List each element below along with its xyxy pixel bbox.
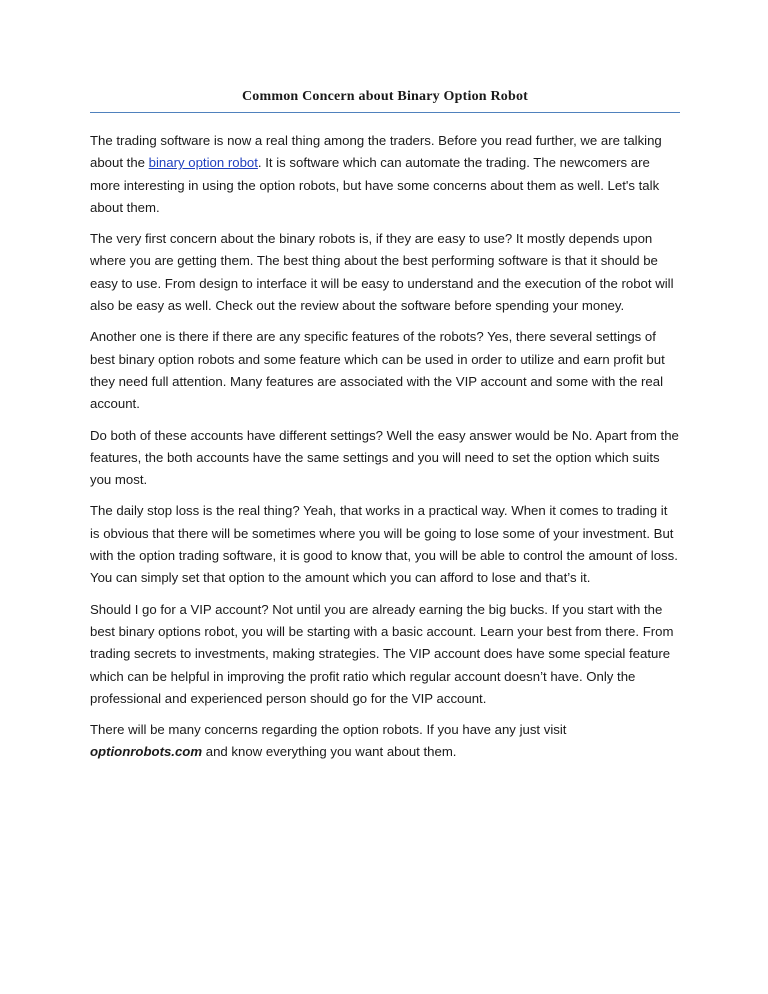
title-underline-rule	[90, 112, 680, 113]
paragraph-7-tail: and know everything you want about them.	[202, 744, 457, 760]
article-body	[90, 130, 680, 773]
binary-option-robot-link[interactable]: binary option robot	[148, 155, 258, 171]
page-title: Common Concern about Binary Option Robot	[241, 89, 529, 104]
paragraph-1	[90, 130, 680, 219]
paragraph-1-lead: The trading software is now a real thing among the traders. Before you read further, we are talking about the	[90, 133, 662, 171]
paragraph-3: Another one is there if there are any specific features of the robots? Yes, there several settings of best binary option robots and some feature which can be used in order to utilize and earn profit but they need full attention. Many features are associated with the VIP account and some with the real account.	[90, 329, 665, 412]
paragraph-6: Should I go for a VIP account? Not until you are already earning the big bucks. If you start with the best binary options robot, you will be starting with a basic account. Learn your best from there. From trading secrets to investments, making strategies. The VIP account does have some special feature which can be helpful in improving the profit ratio which regular account doesn’t have. Only the professional and experienced person should go for the VIP account.	[90, 601, 674, 706]
paragraph-2: The very first concern about the binary robots is, if they are easy to use? It mostly depends upon where you are getting them. The best thing about the best performing software is that it should be easy to use. From design to interface it will be easy to understand and the execution of the robot will also be easy as well. Check out the review about the software before spending your money.	[90, 231, 674, 314]
paragraph-1-tail: . It is software which can automate the trading. The newcomers are more interesting in using the option robots, but have some concerns about them as well. Let's talk about them.	[90, 155, 660, 215]
paragraph-7	[90, 719, 680, 764]
paragraph-4: Do both of these accounts have different settings? Well the easy answer would be No. Apart from the features, the both accounts have the same settings and you will need to set the option which suits you most.	[90, 427, 679, 488]
paragraph-7-lead: There will be many concerns regarding the option robots. If you have any just visit	[90, 722, 567, 738]
optionrobots-site-name: optionrobots.com	[90, 744, 203, 760]
paragraph-5: The daily stop loss is the real thing? Yeah, that works in a practical way. When it comes to trading it is obvious that there will be sometimes where you will be going to lose some of your investment. But with the option trading software, it is good to know that, you will be able to control the amount of loss. You can simply set that option to the amount which you can afford to lose and that’s it.	[90, 503, 678, 586]
